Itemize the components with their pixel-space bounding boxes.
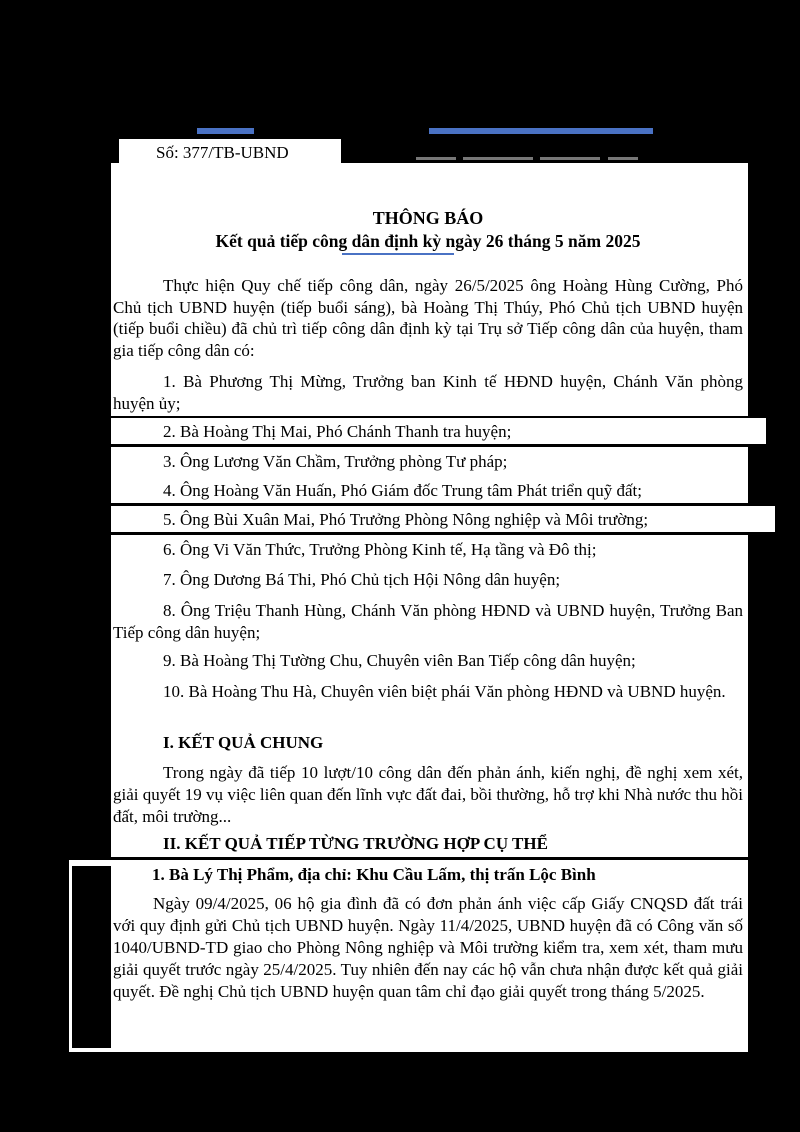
participant-item: 6. Ông Vi Văn Thức, Trưởng Phòng Kinh tế, Hạ tầng và Đô thị; — [163, 540, 597, 559]
participant-item: 2. Bà Hoàng Thị Mai, Phó Chánh Thanh tra huyện; — [163, 422, 512, 441]
section-heading: II. KẾT QUẢ TIẾP TỪNG TRƯỜNG HỢP CỤ THỂ — [163, 834, 548, 853]
participant-item: 8. Ông Triệu Thanh Hùng, Chánh Văn phòng HĐND và UBND huyện, Trưởng Ban Tiếp công dân huyện; — [113, 601, 743, 642]
case-heading: 1. Bà Lý Thị Phẩm, địa chỉ: Khu Cầu Lấm, thị trấn Lộc Bình — [152, 865, 596, 884]
header-rule-left — [197, 128, 254, 134]
page-title: THÔNG BÁO — [372, 208, 484, 228]
case-paragraph: Ngày 09/4/2025, 06 hộ gia đình đã có đơn phản ánh việc cấp Giấy CNQSD đất trái với quy định gửi Chủ tịch UBND huyện. Ngày 11/4/2025, UBND huyện đã có Công văn số 1040/UBND-TD giao cho Phòng Nông nghiệp và Môi trường kiểm tra, xem xét, tham mưu giải quyết trước ngày 25/4/2025. Tuy nhiên đến nay các hộ vẫn chưa nhận được kết quả giải quyết. Đề nghị Chủ tịch UBND huyện quan tâm chỉ đạo giải quyết trong tháng 5/2025. — [113, 894, 743, 1001]
participant-item: 3. Ông Lương Văn Chầm, Trưởng phòng Tư pháp; — [163, 452, 508, 471]
participant-item: 5. Ông Bùi Xuân Mai, Phó Trưởng Phòng Nông nghiệp và Môi trường; — [163, 510, 649, 529]
document-number: Số: 377/TB-UBND — [119, 139, 341, 167]
participant-item: 4. Ông Hoàng Văn Huấn, Phó Giám đốc Trung tâm Phát triển quỹ đất; — [163, 481, 642, 500]
participant-item: 9. Bà Hoàng Thị Tường Chu, Chuyên viên Ban Tiếp công dân huyện; — [163, 651, 636, 670]
clipped-text-fragment — [408, 152, 648, 162]
left-margin-block — [69, 860, 111, 1052]
subtitle-underline — [342, 253, 454, 255]
intro-paragraph: Thực hiện Quy chế tiếp công dân, ngày 26/5/2025 ông Hoàng Hùng Cường, Phó Chủ tịch UBND huyện (tiếp buổi sáng), bà Hoàng Thị Thúy, Phó Chủ tịch UBND huyện (tiếp buổi chiều) đã chủ trì tiếp công dân định kỳ tại Trụ sở Tiếp công dân của huyện, tham gia tiếp công dân có: — [113, 276, 743, 360]
section-paragraph: Trong ngày đã tiếp 10 lượt/10 công dân đến phản ánh, kiến nghị, đề nghị xem xét, giải quyết 19 vụ việc liên quan đến lĩnh vực đất đai, bồi thường, hỗ trợ khi Nhà nước thu hồi đất, môi trường... — [113, 763, 743, 826]
participant-item: 10. Bà Hoàng Thu Hà, Chuyên viên biệt phái Văn phòng HĐND và UBND huyện. — [163, 682, 726, 701]
page-subtitle: Kết quả tiếp công dân định kỳ ngày 26 tháng 5 năm 2025 — [215, 231, 641, 251]
section-heading: I. KẾT QUẢ CHUNG — [163, 733, 324, 752]
participant-item: 1. Bà Phương Thị Mừng, Trưởng ban Kinh tế HĐND huyện, Chánh Văn phòng huyện ủy; — [113, 372, 743, 413]
header-rule-right — [429, 128, 653, 134]
participant-item: 7. Ông Dương Bá Thi, Phó Chủ tịch Hội Nông dân huyện; — [163, 570, 561, 589]
